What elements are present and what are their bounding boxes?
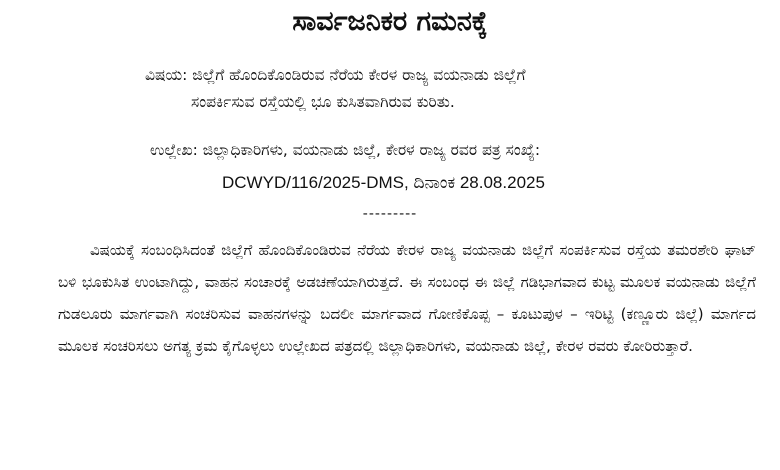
subject-line-2: ಸಂಪರ್ಕಿಸುವ ರಸ್ತೆಯಲ್ಲಿ ಭೂ ಕುಸಿತವಾಗಿರುವ ಕುರಿತು. (191, 93, 455, 111)
section-divider: --------- (362, 206, 418, 222)
subject-line-1: ವಿಷಯ: ಜಿಲ್ಲೆಗೆ ಹೊಂದಿಕೊಂಡಿರುವ ನೆರೆಯ ಕೇರಳ ರಾಜ್ಯ ವಯನಾಡು ಜಿಲ್ಲೆಗೆ (145, 66, 526, 84)
notice-body: ವಿಷಯಕ್ಕೆ ಸಂಬಂಧಿಸಿದಂತೆ ಜಿಲ್ಲೆಗೆ ಹೊಂದಿಕೊಂಡಿರುವ ನೆರೆಯ ಕೇರಳ ರಾಜ್ಯ ವಯನಾಡು ಜಿಲ್ಲೆಗೆ ಸಂಪರ್ಕಿಸುವ ರಸ್ತೆಯ ತಮರಶೇರಿ ಘಾಟ್ ಬಳಿ ಭೂಕುಸಿತ ಉಂಟಾಗಿದ್ದು, ವಾಹನ ಸಂಚಾರಕ್ಕೆ ಅಡಚಣೆಯಾಗಿರುತ್ತದೆ. ಈ ಸಂಬಂಧ ಈ ಜಿಲ್ಲೆ ಗಡಿಭಾಗವಾದ ಕುಟ್ಟ ಮೂಲಕ ವಯನಾಡು ಜಿಲ್ಲೆಗೆ ಗುಡಲೂರು ಮಾರ್ಗವಾಗಿ ಸಂಚರಿಸುವ ವಾಹನಗಳನ್ನು ಬದಲೀ ಮಾರ್ಗವಾದ ಗೋಣಿಕೊಪ್ಪ – ಕೂಟುಪುಳ – ಇರಿಟ್ಟಿ (ಕಣ್ಣೂರು ಜಿಲ್ಲೆ) ಮಾರ್ಗದ ಮೂಲಕ ಸಂಚರಿಸಲು ಅಗತ್ಯ ಕ್ರಮ ಕೈಗೊಳ್ಳಲು ಉಲ್ಲೇಖದ ಪತ್ರದಲ್ಲಿ ಜಿಲ್ಲಾಧಿಕಾರಿಗಳು, ವಯನಾಡು ಜಿಲ್ಲೆ, ಕೇರಳ ರವರು ಕೋರಿರುತ್ತಾರೆ. (58, 241, 756, 355)
reference-number: DCWYD/116/2025-DMS, (222, 173, 409, 192)
reference-line: ಉಲ್ಲೇಖ: ಜಿಲ್ಲಾಧಿಕಾರಿಗಳು, ವಯನಾಡು ಜಿಲ್ಲೆ, ಕೇರಳ ರಾಜ್ಯ ರವರ ಪತ್ರ ಸಂಖ್ಯೆ: (150, 141, 541, 159)
reference-number-line (222, 173, 545, 193)
date-label: ದಿನಾಂಕ (413, 173, 456, 192)
notice-title: ಸಾರ್ವಜನಿಕರ ಗಮನಕ್ಕೆ (292, 6, 488, 37)
subject-block (145, 62, 755, 116)
date-value: 28.08.2025 (459, 173, 545, 192)
